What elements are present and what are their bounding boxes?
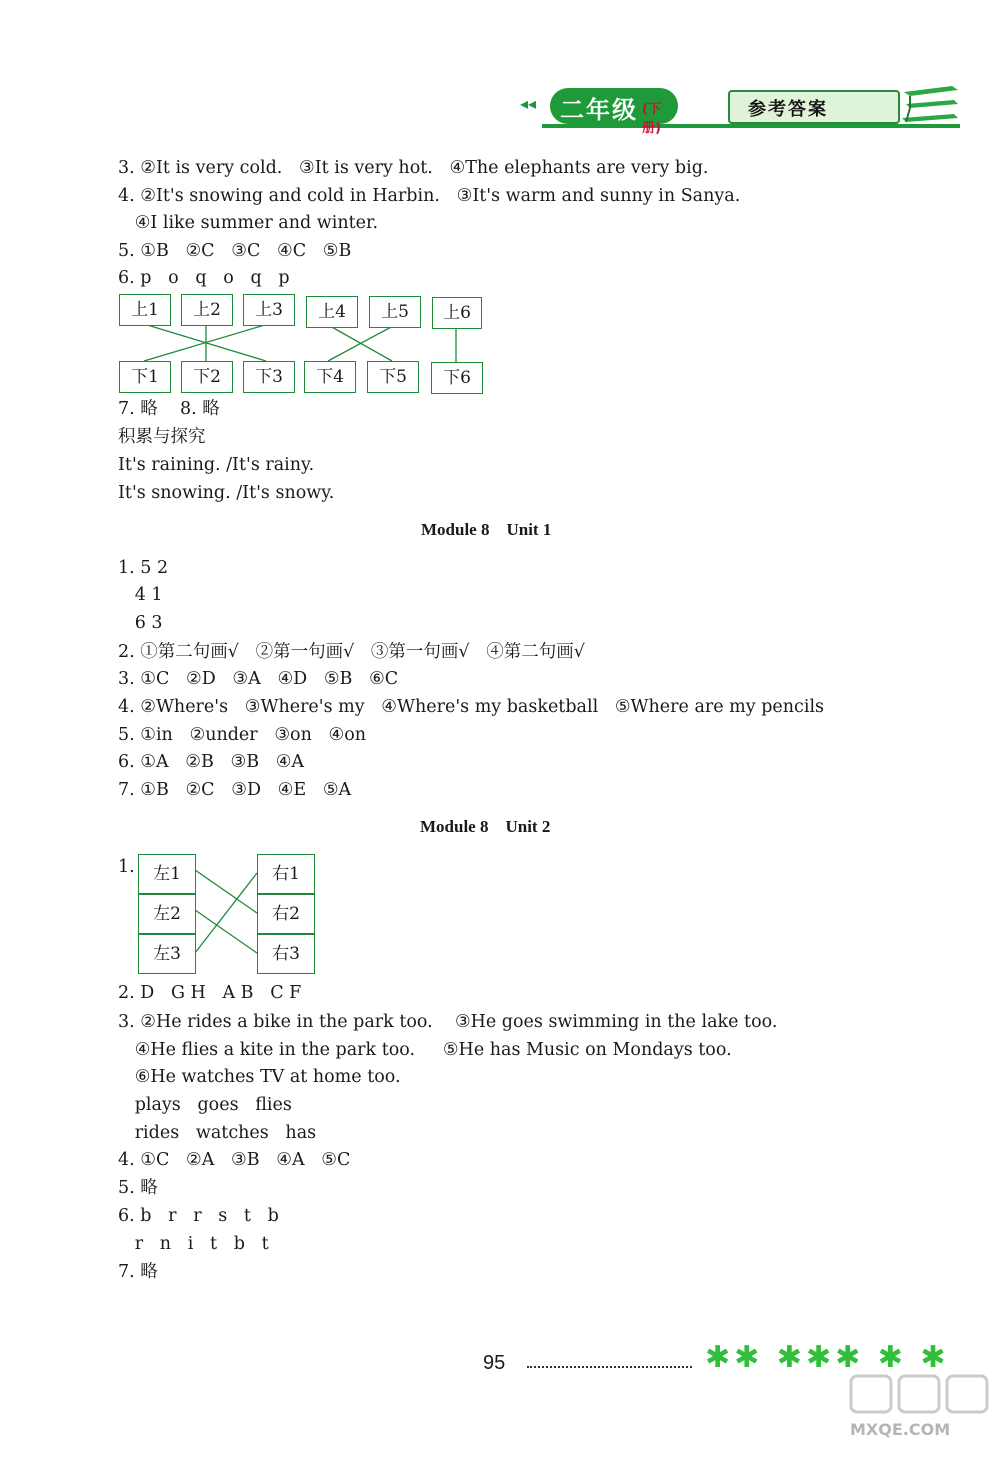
- match-box-right: 右3: [257, 934, 315, 974]
- answer-line: ④I like summer and winter.: [118, 213, 379, 233]
- match-box-bottom: 下6: [431, 362, 483, 394]
- match-box-left: 左2: [138, 894, 196, 934]
- answer-line: 6. b r r s t b: [118, 1206, 279, 1226]
- page-number: 95: [483, 1352, 506, 1374]
- match-box-right: 右2: [257, 894, 315, 934]
- answer-line: rides watches has: [118, 1123, 317, 1143]
- answer-key-label: 参考答案: [748, 99, 828, 120]
- match-box-top: 上6: [432, 297, 482, 329]
- answer-line: 2. D G H A B C F: [118, 983, 302, 1003]
- matching-lines-2: [0, 850, 400, 980]
- answer-line: ⑥He watches TV at home too.: [118, 1067, 401, 1087]
- answer-line: 4. ②Where's ③Where's my ④Where's my basketball ⑤Where are my pencils: [118, 697, 825, 717]
- answer-line: ④He flies a kite in the park too. ⑤He has Music on Mondays too.: [118, 1040, 732, 1060]
- answer-line: 7. 略: [118, 1262, 158, 1282]
- answer-line: 6. ①A ②B ③B ④A: [118, 752, 305, 772]
- answer-line: 4 1: [118, 585, 163, 605]
- answer-line: 5. 略: [118, 1178, 158, 1198]
- dotted-leader: [527, 1366, 692, 1368]
- answer-line: r n i t b t: [118, 1234, 269, 1254]
- answer-line: 6. p o q o q p: [118, 268, 290, 288]
- match-box-top: 上3: [243, 294, 295, 326]
- match-box-bottom: 下1: [119, 361, 171, 393]
- section-title: Module 8 Unit 2: [420, 817, 551, 836]
- answer-line: 2. ①第二句画√ ②第一句画√ ③第一句画√ ④第二句画√: [118, 642, 585, 662]
- match-box-bottom: 下5: [367, 361, 419, 393]
- match-box-top: 上4: [306, 296, 358, 328]
- answer-line: 5. ①in ②under ③on ④on: [118, 725, 367, 745]
- match-box-bottom: 下2: [181, 361, 233, 393]
- match-box-bottom: 下3: [243, 361, 295, 393]
- match-box-bottom: 下4: [304, 361, 356, 393]
- answer-line: 3. ①C ②D ③A ④D ⑤B ⑥C: [118, 669, 399, 689]
- match-box-top: 上2: [181, 294, 233, 326]
- answer-line: 5. ①B ②C ③C ④C ⑤B: [118, 241, 352, 261]
- answer-line: 4. ①C ②A ③B ④A ⑤C: [118, 1150, 351, 1170]
- star-decoration-icon: ✱✱ ✱✱✱ ✱ ✱: [705, 1340, 950, 1375]
- answer-line: 7. 略 8. 略: [118, 399, 220, 419]
- answer-line: 1. 5 2: [118, 558, 169, 578]
- matching-lines-1: [0, 0, 1000, 420]
- match-box-top: 上5: [369, 296, 421, 328]
- section-note: 积累与探究: [118, 427, 206, 447]
- answer-line: It's raining. /It's rainy.: [118, 455, 315, 475]
- match-box-top: 上1: [119, 294, 171, 326]
- section-title: Module 8 Unit 1: [421, 520, 552, 539]
- match-box-left: 左3: [138, 934, 196, 974]
- answer-line: 6 3: [118, 613, 163, 633]
- match-box-left: 左1: [138, 854, 196, 894]
- match-box-right: 右1: [257, 854, 315, 894]
- answer-line: It's snowing. /It's snowy.: [118, 483, 335, 503]
- answer-line: 3. ②It is very cold. ③It is very hot. ④The elephants are very big.: [118, 158, 709, 178]
- answer-line: 7. ①B ②C ③D ④E ⑤A: [118, 780, 352, 800]
- answer-line: plays goes flies: [118, 1095, 292, 1115]
- double-arrow-icon: ◂◂: [520, 94, 537, 113]
- grade-volume-label: (下册): [642, 102, 661, 136]
- grade-label: 二年级: [560, 96, 638, 124]
- question-number: 1.: [118, 857, 135, 877]
- watermark-url: MXQE.COM: [850, 1420, 951, 1439]
- answer-line: 4. ②It's snowing and cold in Harbin. ③It's warm and sunny in Sanya.: [118, 186, 741, 206]
- answer-line: 3. ②He rides a bike in the park too. ③He goes swimming in the lake too.: [118, 1012, 778, 1032]
